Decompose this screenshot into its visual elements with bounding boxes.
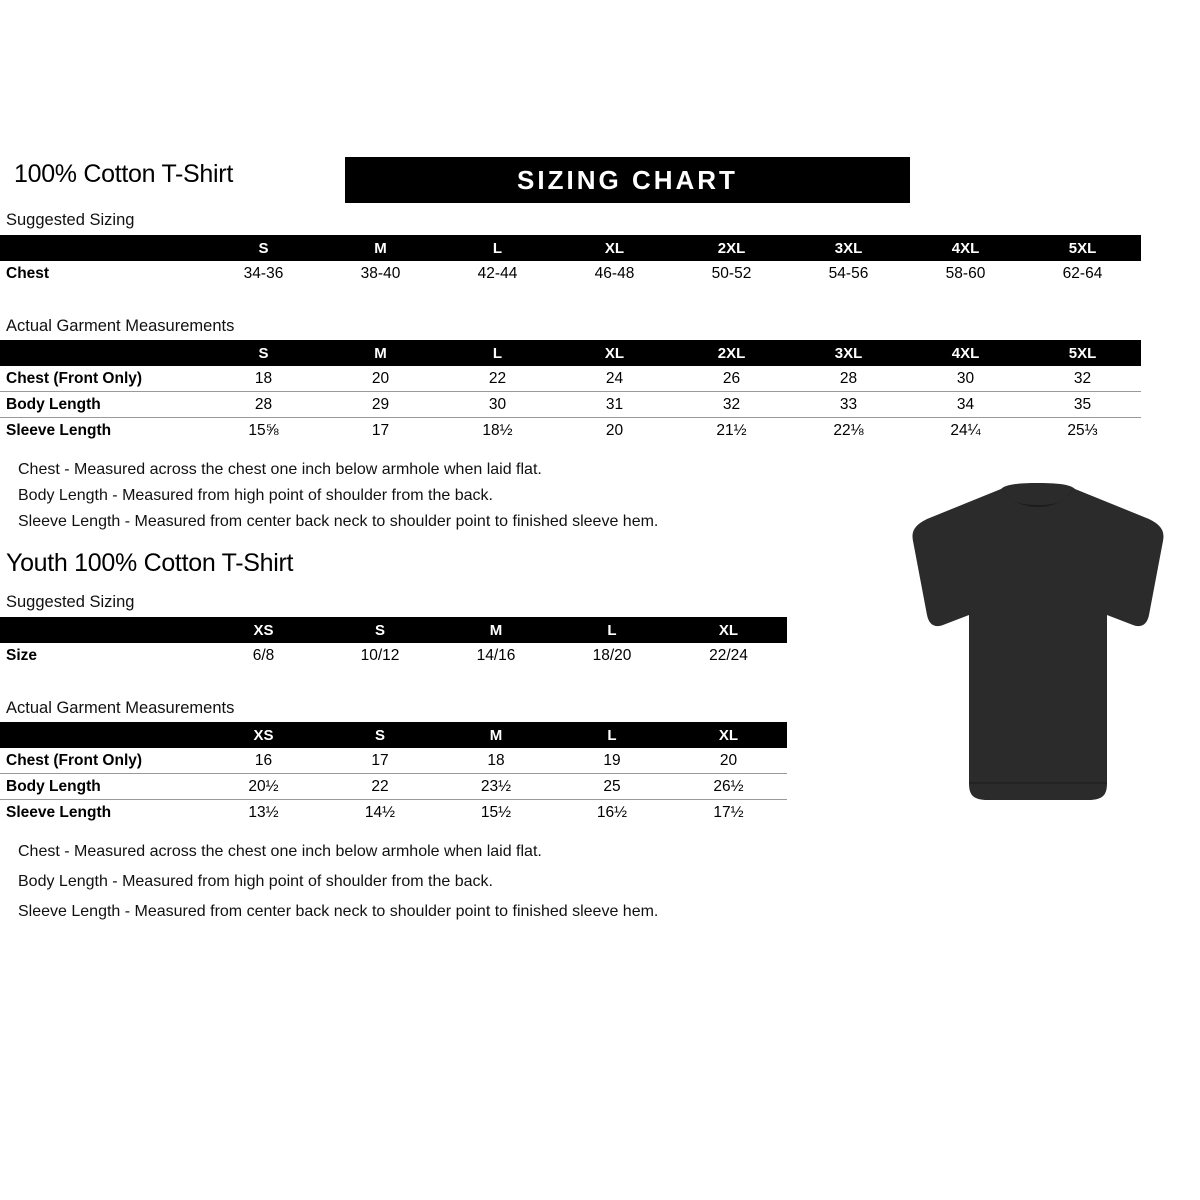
col-header: XL <box>604 344 625 362</box>
col-header: S <box>258 239 269 257</box>
row-label: Chest (Front Only) <box>0 366 205 392</box>
col-header: M <box>489 726 503 744</box>
cell: 58-60 <box>945 264 986 282</box>
cell: 16½ <box>596 803 628 821</box>
cell: 13½ <box>248 803 279 821</box>
col-header: 5XL <box>1068 344 1097 362</box>
sizing-chart-banner-label: SIZING CHART <box>517 165 738 195</box>
cell: 54-56 <box>828 264 869 282</box>
cell: 62-64 <box>1062 264 1103 282</box>
cell: 17 <box>322 748 438 774</box>
cell: 24¼ <box>950 421 981 439</box>
youth-note: Chest - Measured across the chest one inch below armhole when laid flat. <box>18 843 542 860</box>
table-header-row <box>0 340 1141 366</box>
col-header: S <box>374 726 385 744</box>
cell: 17 <box>371 421 390 439</box>
cell: 22⅛ <box>833 421 864 439</box>
cell: 29 <box>322 392 439 418</box>
cell: 16 <box>205 748 322 774</box>
cell: 35 <box>1024 392 1141 418</box>
youth-suggested-caption: Suggested Sizing <box>6 593 135 611</box>
cell: 32 <box>1024 366 1141 392</box>
adult-note: Sleeve Length - Measured from center back neck to shoulder point to finished sleeve hem. <box>18 513 659 530</box>
cell: 33 <box>790 392 907 418</box>
table-row <box>0 418 1141 444</box>
youth-note: Body Length - Measured from high point of shoulder from the back. <box>18 873 493 890</box>
youth-note: Sleeve Length - Measured from center back neck to shoulder point to finished sleeve hem. <box>18 903 659 920</box>
col-header: XS <box>253 621 274 639</box>
cell: 30 <box>907 366 1024 392</box>
col-header: 2XL <box>717 344 746 362</box>
cell: 25 <box>554 774 670 800</box>
adult-actual-caption: Actual Garment Measurements <box>6 317 235 335</box>
row-label: Chest <box>6 264 50 282</box>
cell: 50-52 <box>711 264 752 282</box>
table-row <box>0 800 787 826</box>
col-header: L <box>492 239 503 257</box>
cell: 32 <box>673 392 790 418</box>
adult-suggested-caption: Suggested Sizing <box>6 211 135 229</box>
youth-section-title: Youth 100% Cotton T-Shirt <box>6 549 294 577</box>
cell: 22 <box>439 366 556 392</box>
col-header: M <box>489 621 503 639</box>
cell: 14/16 <box>476 646 516 664</box>
cell: 20 <box>322 366 439 392</box>
cell: 20 <box>605 421 624 439</box>
sizing-chart-banner <box>345 157 910 203</box>
youth-measurements-table <box>0 722 787 825</box>
cell: 46-48 <box>594 264 635 282</box>
table-header-row <box>0 722 787 748</box>
cell: 15⅝ <box>248 421 279 439</box>
table-row <box>0 774 787 800</box>
col-header: M <box>374 344 387 362</box>
cell: 10/12 <box>360 646 400 664</box>
cell: 6/8 <box>252 646 275 664</box>
row-label: Chest (Front Only) <box>0 748 205 774</box>
col-header <box>0 340 205 366</box>
cell: 20½ <box>205 774 322 800</box>
cell: 18/20 <box>592 646 632 664</box>
row-label: Body Length <box>0 392 205 418</box>
cell: 25⅓ <box>1067 421 1098 439</box>
table-header-row <box>0 617 787 643</box>
adult-measurements-table <box>0 340 1141 443</box>
cell: 22 <box>322 774 438 800</box>
col-header: XL <box>604 239 625 257</box>
col-header: L <box>607 726 617 744</box>
row-label: Size <box>6 646 38 664</box>
col-header: XL <box>718 621 739 639</box>
col-header: 4XL <box>951 344 980 362</box>
cell: 17½ <box>713 803 744 821</box>
cell: 26 <box>673 366 790 392</box>
table-row <box>0 366 1141 392</box>
col-header: 5XL <box>1068 239 1097 257</box>
col-header: L <box>492 344 503 362</box>
cell: 38-40 <box>360 264 401 282</box>
youth-suggested-table <box>0 617 787 668</box>
col-header: M <box>374 239 387 257</box>
cell: 28 <box>205 392 322 418</box>
cell: 20 <box>670 748 787 774</box>
cell: 30 <box>439 392 556 418</box>
col-header <box>0 722 205 748</box>
adult-suggested-table <box>0 235 1141 286</box>
table-row <box>0 643 787 668</box>
cell: 15½ <box>480 803 512 821</box>
youth-actual-caption: Actual Garment Measurements <box>6 699 235 717</box>
adult-note: Chest - Measured across the chest one inch below armhole when laid flat. <box>18 461 542 478</box>
col-header: 3XL <box>834 239 863 257</box>
cell: 22/24 <box>709 646 748 664</box>
table-row <box>0 261 1141 286</box>
cell: 24 <box>556 366 673 392</box>
col-header <box>0 617 205 643</box>
table-row <box>0 392 1141 418</box>
col-header: XL <box>718 726 739 744</box>
t-shirt-illustration <box>893 483 1183 813</box>
col-header: L <box>607 621 617 639</box>
cell: 14½ <box>364 803 396 821</box>
row-label: Body Length <box>0 774 205 800</box>
row-label: Sleeve Length <box>6 421 112 439</box>
row-label: Sleeve Length <box>6 803 112 821</box>
page-title: 100% Cotton T-Shirt <box>14 160 233 188</box>
adult-note: Body Length - Measured from high point of shoulder from the back. <box>18 487 493 504</box>
cell: 31 <box>556 392 673 418</box>
cell: 21½ <box>716 421 747 439</box>
table-row <box>0 748 787 774</box>
document-header <box>8 160 1192 202</box>
cell: 18 <box>438 748 554 774</box>
cell: 23½ <box>438 774 554 800</box>
cell: 18 <box>205 366 322 392</box>
cell: 34 <box>907 392 1024 418</box>
cell: 26½ <box>670 774 787 800</box>
col-header: S <box>258 344 269 362</box>
cell: 18½ <box>482 421 513 439</box>
table-header-row <box>0 235 1141 261</box>
col-header: XS <box>253 726 274 744</box>
cell: 19 <box>554 748 670 774</box>
col-header: 3XL <box>834 344 863 362</box>
col-header <box>0 235 205 261</box>
col-header: 2XL <box>717 239 746 257</box>
cell: 28 <box>790 366 907 392</box>
cell: 34-36 <box>243 264 284 282</box>
cell: 42-44 <box>477 264 518 282</box>
col-header: S <box>374 621 385 639</box>
col-header: 4XL <box>951 239 980 257</box>
